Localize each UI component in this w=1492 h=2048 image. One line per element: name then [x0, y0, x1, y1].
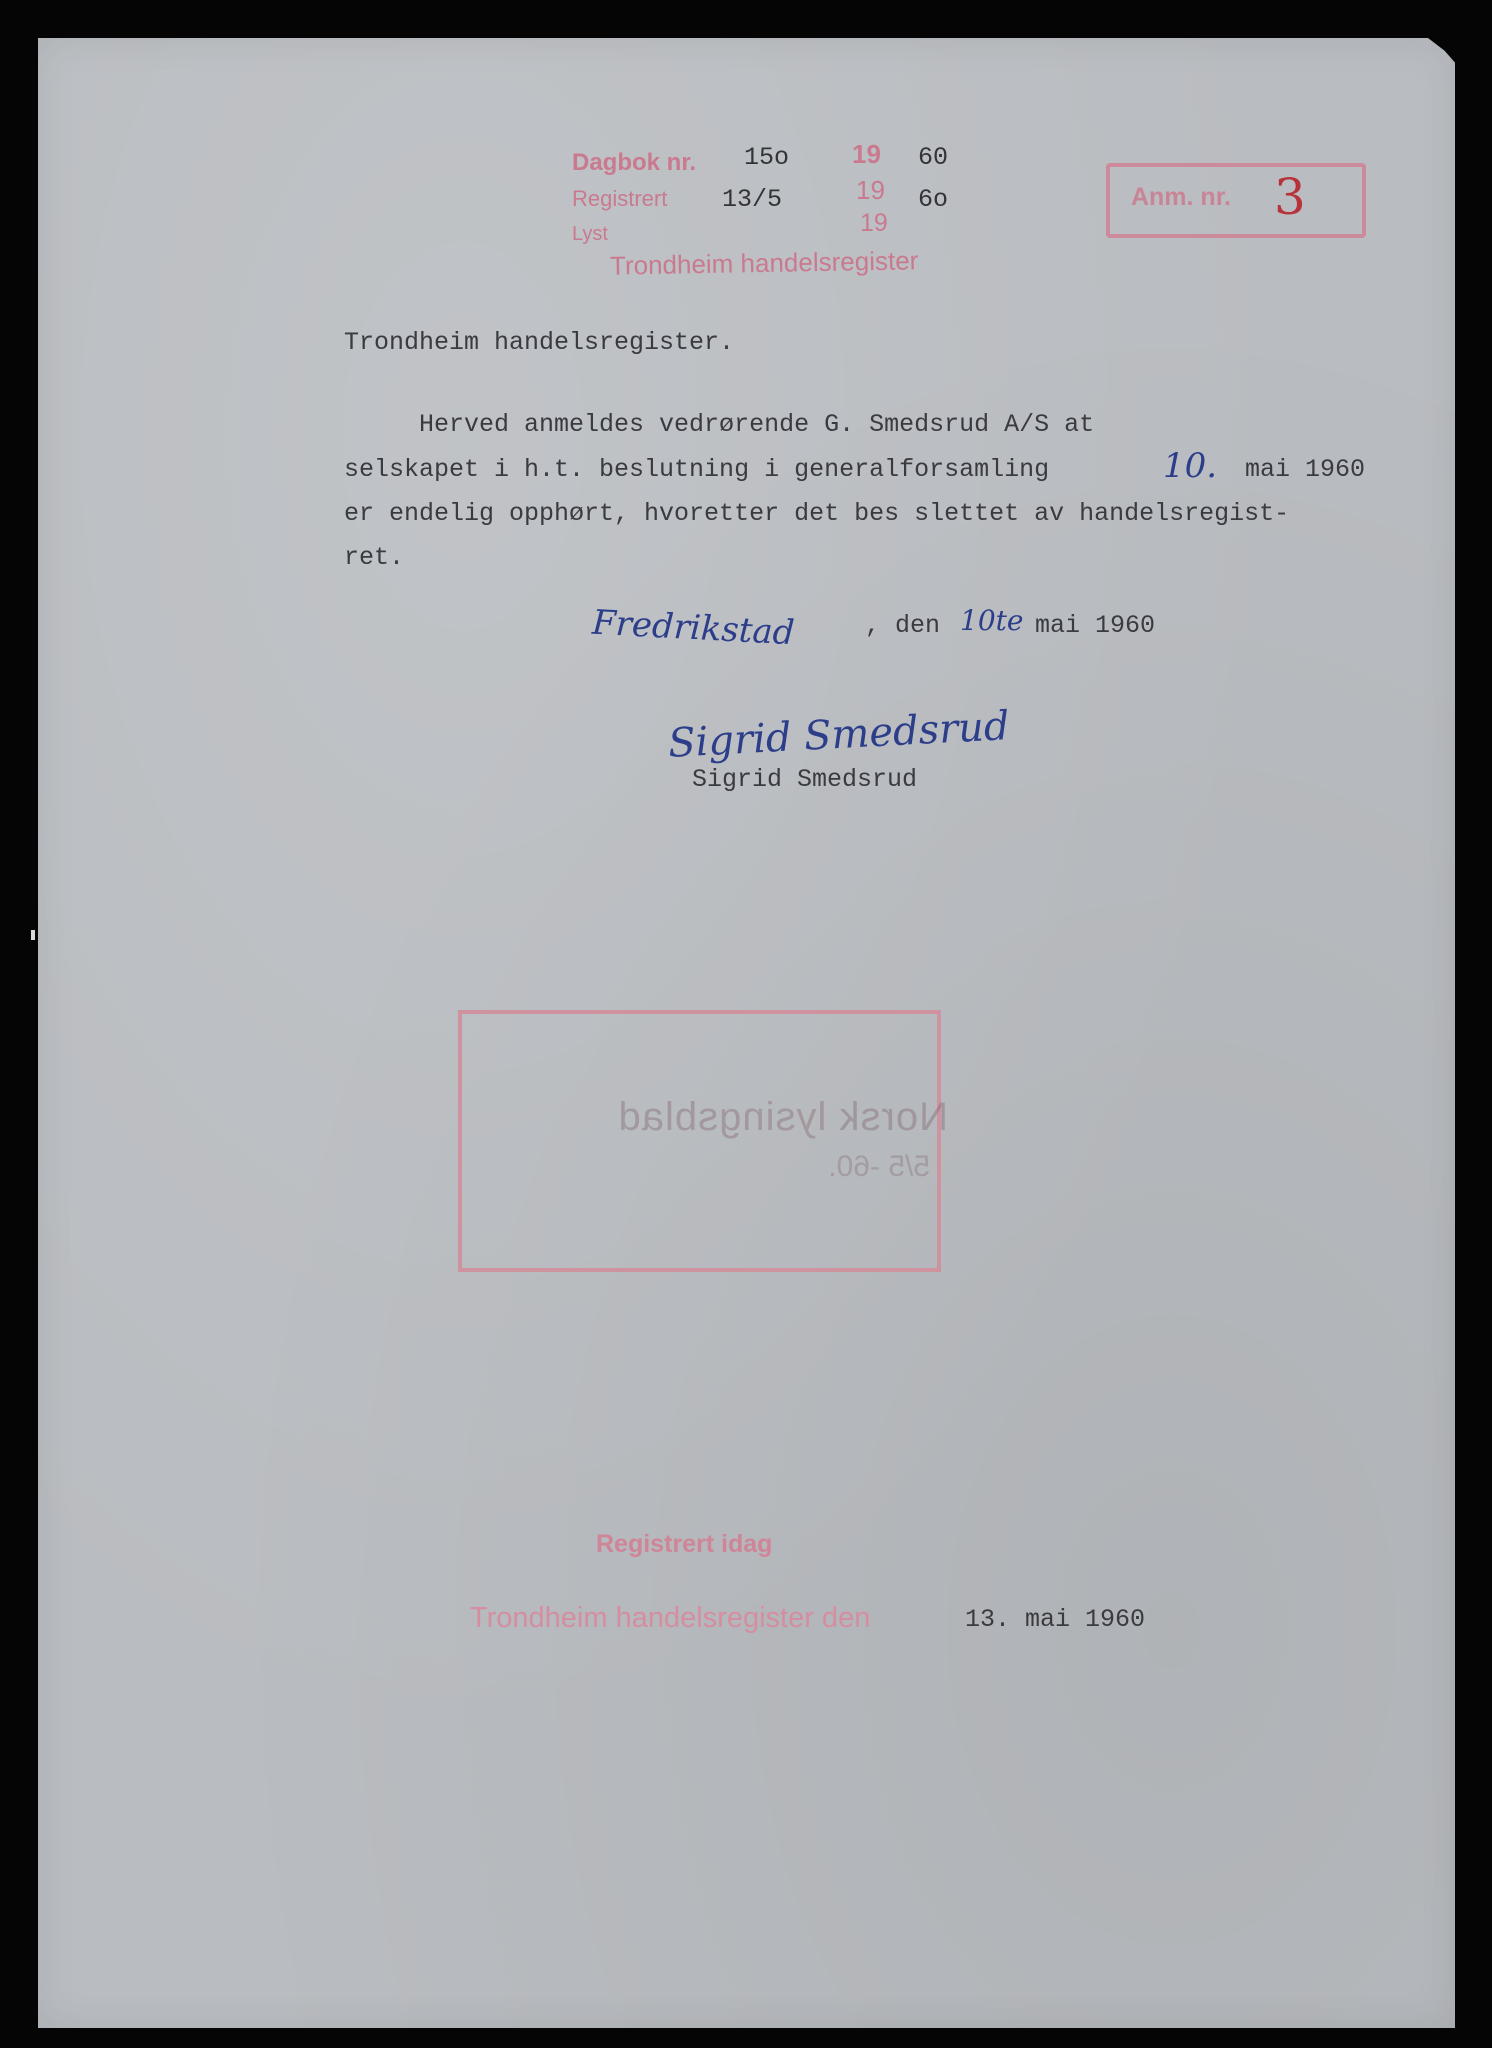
- body-line-2-end: mai 1960: [1245, 455, 1366, 484]
- anm-label: Anm. nr.: [1130, 182, 1231, 211]
- dagbok-year-prefix: 19: [852, 139, 881, 169]
- date-prefix: , den: [865, 611, 941, 640]
- registrert-label: Registrert: [572, 186, 668, 211]
- lyst-label: Lyst: [572, 223, 608, 245]
- registered-date: 13. mai 1960: [965, 1605, 1146, 1634]
- registrert-date: 13/5: [722, 185, 783, 214]
- addressee: Trondheim handelsregister.: [344, 328, 735, 357]
- lyst-year-prefix: 19: [860, 209, 888, 237]
- signature: Sigrid Smedsrud: [667, 703, 1011, 767]
- handwritten-day: 10.: [1163, 446, 1218, 486]
- body-line-1: Herved anmeldes vedrørende G. Smedsrud A/S at: [344, 410, 1095, 439]
- date-handwritten: 10te: [960, 604, 1024, 637]
- lysingsblad-stamp-box: [458, 1010, 941, 1272]
- lysingsblad-line: 5/5 -60.: [828, 1150, 930, 1183]
- anm-number: 3: [1274, 168, 1306, 226]
- lysingsblad-title: Norsk lysingsblad: [617, 1095, 948, 1139]
- registrert-year-prefix: 19: [856, 175, 885, 205]
- body-line-2: selskapet i h.t. beslutning i generalforsamling: [344, 455, 1050, 484]
- date-suffix: mai 1960: [1035, 611, 1156, 640]
- edge-mark: [31, 930, 35, 940]
- registered-today-label: Registrert idag: [596, 1530, 773, 1558]
- body-line-3: er endelig opphørt, hvoretter det bes slettet av handelsregist-: [344, 499, 1290, 528]
- signatory-name: Sigrid Smedsrud: [692, 765, 918, 794]
- dagbok-label: Dagbok nr.: [572, 149, 697, 176]
- place-handwritten: Fredrikstad: [591, 602, 796, 654]
- office-stamp-text: Trondheim handelsregister: [609, 245, 919, 281]
- dagbok-year-suffix: 60: [918, 143, 949, 172]
- registrert-year-suffix: 6o: [918, 185, 949, 214]
- body-line-4: ret.: [344, 543, 405, 572]
- dagbok-number: 15o: [744, 143, 790, 172]
- registered-office-line: Trondheim handelsregister den: [470, 1602, 871, 1634]
